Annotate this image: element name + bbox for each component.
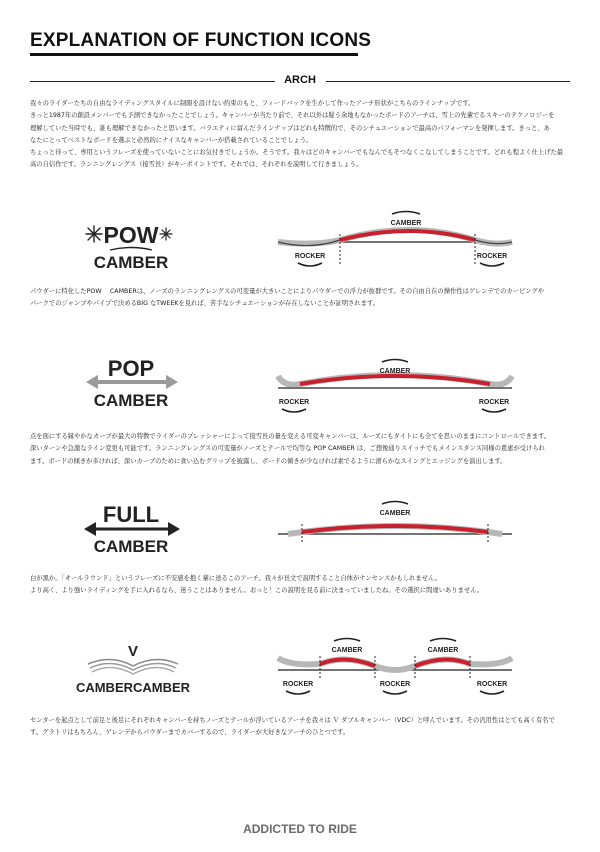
description-line: 深いターンや急激なライン変更も可能です。ランニングレングスの可変量がノーズとテールで均等な POP CAMBER は、ご想像通りスイッチでもメインスタンス同様の恩恵が受けられ — [30, 445, 545, 453]
v-camber-description — [30, 715, 575, 740]
description-line: ます。ボードの傾きが多ければ、深いカーブのために食い込むグリップを披露し、ボードの傾きが少なければ素でるように滑らかなスイングとエッジングを演出します。 — [30, 457, 507, 465]
pop-camber-diagram — [270, 354, 520, 419]
description-line: センターを起点として前足と後足にそれぞれキャンバーを持ちノーズとテールが浮いているアーチを我々は Ｖ ダブルキャンバー（VDC）と呼んでいます。その汎用性はとても高く有名で — [30, 717, 555, 724]
camber-label: CAMBER — [379, 510, 411, 517]
full-camber-diagram — [270, 494, 520, 559]
rocker-label: ROCKER — [278, 399, 310, 406]
rocker-label: ROCKER — [282, 681, 314, 688]
intro-line: ちょっと待って、専用というフレーズを使っていないことにお気付きでしょうか。そうです。我々はどのキャンバーでもなんでもそつなくこなしてしまうことです。どれも程よく仕上げた最 — [30, 149, 564, 157]
camber-label: CAMBER — [331, 647, 363, 654]
v-camber-logo — [76, 640, 191, 700]
description-line: 白が黒か。「オールラウンド」というフレーズに不安感を抱く輩に送るこのアーチ。我々が長文で説明すること自体がナンセンスかもしれません。 — [30, 575, 441, 582]
pow-camber-description — [30, 286, 575, 311]
footer-tagline: ADDICTED TO RIDE — [243, 822, 357, 836]
pow-camber-diagram — [270, 206, 520, 271]
full-camber-description — [30, 573, 575, 598]
logo-bottom-text: CAMBERCAMBER — [76, 680, 191, 695]
description-line: パークでのジャンプやパイプで決めるBIG なTWEEKを見れば、苦手なシチュエーションが存在しないことが証明されます。 — [30, 300, 379, 308]
description-line: より高く、より強いライディングを手に入れるなら、迷うことはありません。おっと！この説明を見る前に決まっていましたね。その選択に間違いありません。 — [30, 587, 484, 595]
rocker-label: ROCKER — [478, 399, 510, 406]
description-line: す。グラトリはもちろん、ゲレンデからパウダーまでカバーするので、ライダーが大好きなアーチのひとつです。 — [30, 729, 350, 737]
logo-top-text: FULL — [102, 502, 160, 527]
camber-label: CAMBER — [390, 220, 422, 227]
pow-camber-logo — [76, 216, 191, 276]
camber-label: CAMBER — [379, 368, 411, 375]
rocker-label: ROCKER — [476, 681, 508, 688]
rocker-label: ROCKER — [379, 681, 411, 688]
v-camber-diagram — [270, 634, 520, 699]
full-camber-logo — [76, 500, 191, 560]
intro-line: なたにとってベストなボードを選ぶと必然的にナイスなキャンバーが搭載されていることでしょう。 — [30, 136, 313, 144]
intro-paragraph — [30, 98, 575, 172]
rocker-label: ROCKER — [476, 253, 508, 260]
description-line: パウダーに特化したPOW CAMBERは、ノーズのランニングレングスの可変量が大きいことによりパウダーでの浮力が抜群です。その自由自在の操作性はゲレンデでのカービングや — [30, 288, 545, 295]
intro-line: 理解していた当時でも、誰も理解できなかったと思います。バラエティに富んだラインナップはどれも特徴的で、そのシチュエーションで最高のパフォーマンを発揮します。きっと、あ — [30, 124, 550, 132]
logo-top-text: V — [127, 643, 139, 660]
wave-lines-icon — [88, 659, 178, 674]
pop-camber-logo — [76, 354, 191, 414]
page-title: EXPLANATION OF FUNCTION ICONS — [30, 30, 372, 51]
intro-line: 我々のライダーたちの自由なライディングスタイルに制限を設けない約束のもと、フィードバックを生かして作ったアーチ形状がこちらのラインナップです。 — [30, 100, 475, 107]
intro-line: 高の自信作です。ランニングレングス（接雪長）がキーポイントです。それでは、それぞれを説明して行きましょう。 — [30, 161, 363, 169]
section-label-arch: ARCH — [284, 74, 316, 86]
logo-top-text: POW — [103, 222, 159, 248]
section-divider-right — [326, 81, 570, 82]
snowflake-icon — [86, 226, 102, 242]
logo-top-text: POP — [107, 356, 155, 381]
pop-camber-description — [30, 431, 575, 468]
logo-bottom-text: CAMBER — [93, 253, 169, 272]
logo-bottom-text: CAMBER — [93, 537, 169, 556]
description-line: 点を面にする縁やかなカーブが最大の特徴でライダーのプレッシャーによって接雪長の量を変える可変キャンバーは、ルーズにもタイトにも全てを思いのままにコントロールできます。 — [30, 433, 551, 440]
rocker-label: ROCKER — [294, 253, 326, 260]
camber-label: CAMBER — [427, 647, 459, 654]
title-underline — [30, 53, 358, 56]
snowflake-icon — [160, 228, 172, 240]
logo-bottom-text: CAMBER — [93, 391, 169, 410]
intro-line: きっと1987年の創設メンバーでも予測できなかったことでしょう。キャンバーが当たり前で、それ以外は疑う余地もなかったボードのアーチは、雪上の先輩でるスキーのテクノロジーを — [30, 112, 555, 120]
